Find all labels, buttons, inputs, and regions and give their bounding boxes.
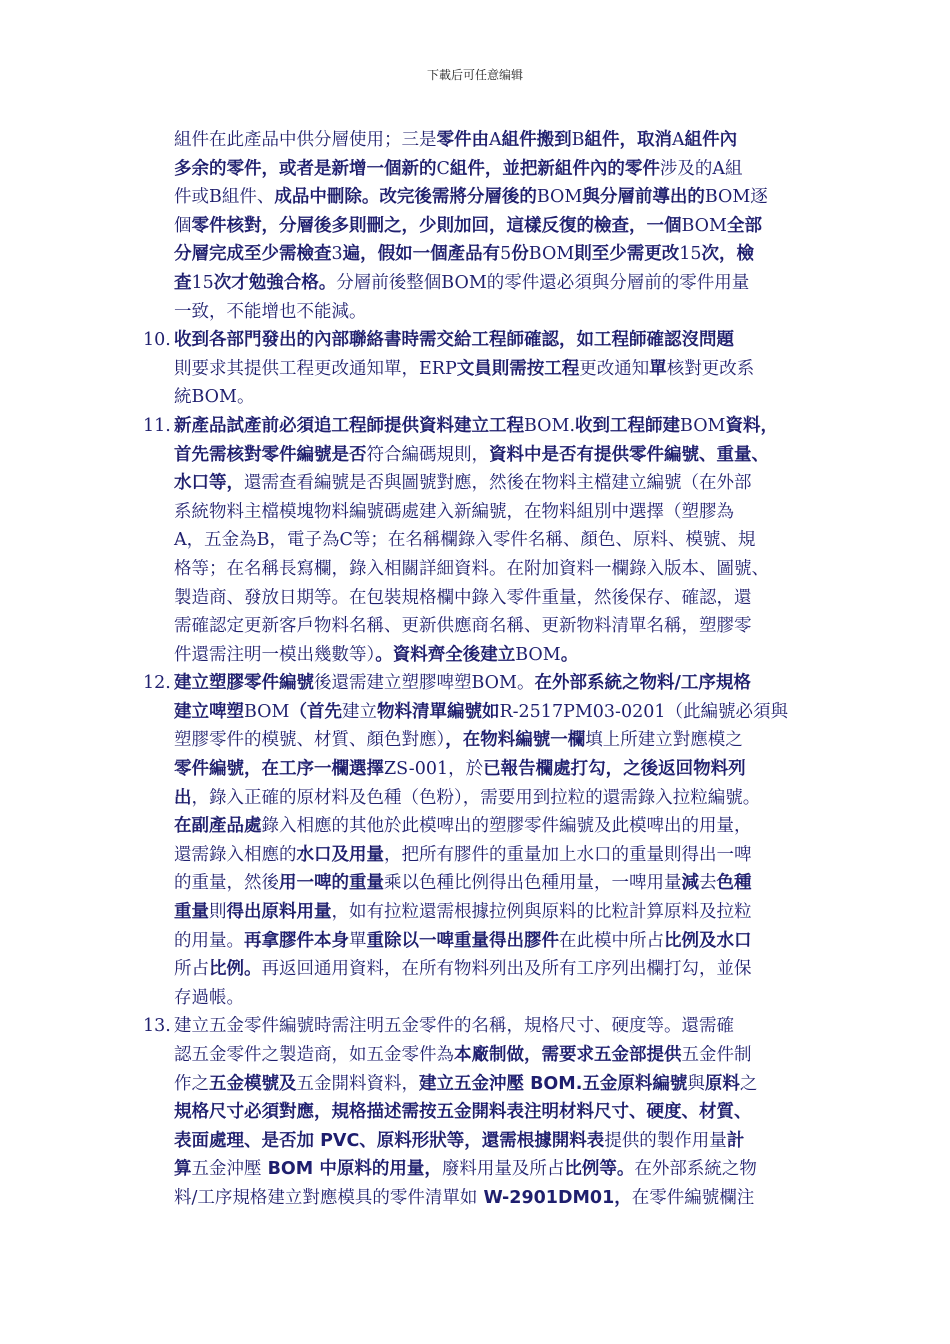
text-run: 收到各部門發出的內部聯絡書時需交給工程師確認，如工程師確認沒問題 — [174, 330, 734, 351]
text-run: 五金件制 — [681, 1045, 752, 1065]
text-run: 計 — [726, 1130, 745, 1151]
text-run: 建立塑膠零件編號 — [174, 673, 314, 694]
text-run: 更改通知 — [579, 358, 650, 379]
text-run: A — [712, 158, 726, 179]
text-line — [174, 1041, 823, 1070]
text-run: ，把所有膠件的重量加上水口的重量則得出一啤 — [384, 844, 752, 865]
text-line — [174, 355, 823, 384]
text-line — [174, 526, 823, 555]
text-run: 還需錄入相應的 — [174, 844, 297, 865]
text-line — [174, 641, 823, 670]
text-run: 單 — [649, 358, 667, 379]
text-run: 工序一欄選擇 — [279, 759, 384, 780]
text-run: 分層前後整個 — [336, 272, 442, 293]
text-line — [174, 984, 823, 1013]
text-run: 重量 — [174, 902, 209, 923]
text-run: 件或 — [174, 187, 209, 208]
text-line — [174, 555, 823, 584]
text-run: B — [571, 130, 585, 150]
text-run: 認五金零件之製造商，如五金零件為 — [174, 1045, 454, 1065]
text-run: 新產品試產前必須追工程師提供資料建立工程 — [174, 415, 524, 436]
item-number: 12. — [143, 673, 171, 694]
text-run: 零件由 — [436, 130, 489, 150]
text-run: 零件核對，分層後多則刪之，少則加回，這樣反復的檢查，一個 — [191, 215, 682, 236]
text-run: 已報告欄處打勾，之後返回物料列 — [483, 759, 746, 780]
text-run: 表面處理、是否加 PVC、原料形狀等，還需根據開料表 — [174, 1130, 605, 1151]
text-run: 色種 — [716, 873, 752, 894]
text-run: 資料， — [725, 415, 778, 436]
text-line — [174, 927, 823, 956]
text-run: 分層完成至少需檢查 — [174, 244, 332, 265]
text-run: 遍，假如一個產品有 — [342, 244, 501, 265]
text-run: 組件內 — [684, 130, 738, 150]
text-run: 份 — [511, 244, 529, 265]
text-run: 後還需建立塑膠啤塑 — [314, 673, 472, 694]
text-run: 比例等。 — [564, 1159, 635, 1180]
text-run: ZS-001，於 — [384, 759, 484, 780]
text-run: 規格尺寸必須對應，規格描述需按五金開料表注明材料尺寸、硬度、材質、 — [174, 1102, 752, 1123]
text-run: 符合編碼規則， — [366, 444, 489, 465]
text-run: 5 — [500, 244, 512, 265]
text-line — [174, 898, 823, 927]
text-run: ，在 — [445, 730, 481, 751]
text-run: 首先需核對零件編號是否 — [174, 444, 367, 465]
text-run: 在外部系統之物 — [634, 1159, 757, 1180]
text-run: 涉及的 — [659, 158, 713, 179]
text-run: 得出原料用量 — [226, 902, 332, 923]
page-header: 下載后可任意编辑 — [426, 68, 523, 82]
text-run: 在外部系統之物料/工序規格 — [534, 673, 751, 694]
text-run: 查 — [174, 272, 192, 293]
text-run: 水口等， — [174, 473, 244, 494]
text-run: 原料 — [704, 1073, 740, 1094]
text-run: BOM — [680, 415, 726, 436]
text-run: 料/工序規格建立對應模具的零件清單如 — [174, 1187, 478, 1208]
text-line — [174, 1155, 823, 1184]
text-line — [174, 155, 823, 184]
text-line — [174, 469, 823, 498]
text-run: 的重量，然後 — [174, 873, 279, 894]
text-run: 次，檢 — [701, 244, 755, 265]
text-run: 建立啤塑 — [174, 701, 244, 722]
text-run: BOM — [536, 187, 583, 208]
text-run: 資料中是否有提供零件編號、重量、 — [489, 444, 769, 465]
text-run: 組件，取消 — [584, 130, 673, 150]
text-run: C — [339, 530, 353, 551]
text-line — [174, 269, 823, 298]
text-run: 中原料的用量， — [319, 1159, 442, 1180]
text-run: 物料清單編號如 — [376, 701, 500, 722]
text-run: 核對更改系 — [666, 358, 755, 379]
text-line — [174, 298, 823, 327]
text-run: 提供的製作用量 — [604, 1130, 727, 1151]
text-run: 等；在名稱欄錄入零件名稱、顏色、原料、模號、規 — [352, 530, 756, 551]
text-run: 塑膠零件的模號、材質、顏色對應） — [174, 730, 446, 751]
text-run: 逐 — [750, 187, 768, 208]
text-run: 再拿 — [244, 930, 279, 951]
text-run: 水口及用量 — [296, 844, 384, 865]
text-run: A — [672, 130, 685, 150]
text-run: 要求 — [559, 1045, 594, 1065]
text-run: 則至少需更改 — [574, 244, 680, 265]
item-number: 11. — [143, 415, 171, 436]
text-run: 系統物料主檔模塊物料編號碼處建入新編號，在物料組別中選擇（塑膠為 — [174, 501, 734, 522]
text-line — [174, 1184, 823, 1213]
text-run: A — [489, 130, 502, 150]
text-run: 。資料齊全後建立 — [375, 644, 516, 665]
text-run: 個 — [174, 215, 192, 236]
text-run: B — [256, 530, 270, 551]
text-run: 件還需注明一模出幾數等） — [174, 644, 376, 665]
text-run: 。 — [560, 644, 579, 665]
text-run: B — [209, 187, 222, 208]
text-run: 組件搬到 — [501, 130, 572, 150]
text-run: 則 — [209, 902, 227, 923]
text-run: 存過帳。 — [174, 987, 244, 1008]
text-line — [174, 240, 823, 269]
text-run: 再返回通用資料，在所有物料列出及所有工序列出欄打勾，並保 — [261, 959, 752, 980]
text-run: 收到工程師建 — [575, 415, 681, 436]
text-run: 在此模中所占 — [559, 930, 664, 951]
text-line — [174, 326, 823, 355]
text-line — [174, 584, 823, 613]
text-run: 五金沖壓 — [191, 1159, 262, 1180]
text-line — [174, 212, 823, 241]
text-run: 零件編號，在 — [174, 759, 279, 780]
text-line — [174, 784, 823, 813]
text-run: 本廠制做，需 — [454, 1045, 559, 1065]
text-line — [174, 441, 823, 470]
text-run: 一致，不能增也不能減。 — [174, 301, 367, 322]
text-run: ，如有拉粒還需根據拉例與原料的比粒計算原料及拉粒 — [331, 902, 752, 923]
text-run: BOM — [704, 187, 751, 208]
text-run: 五金開料資料， — [296, 1073, 419, 1094]
document-body — [143, 126, 823, 1213]
text-run: BOM. — [524, 415, 576, 436]
text-run: 的用量。 — [174, 930, 244, 951]
text-line — [174, 126, 823, 155]
text-run: 次才勉強合格。 — [213, 272, 337, 293]
text-run: 建立 — [341, 701, 377, 722]
text-line — [174, 383, 823, 412]
text-run: 需確認定更新客戶物料名稱、更新供應商名稱、更新物料清單名稱，塑膠零 — [174, 616, 752, 637]
text-line — [174, 698, 823, 727]
text-run: 15 — [679, 244, 702, 265]
text-run: 格等；在名稱長寫欄，錄入相關詳細資料。在附加資料一欄錄入版本、圖號、 — [174, 558, 769, 579]
text-run: 填上所建立對應模之 — [585, 730, 743, 751]
numbered-item — [143, 1012, 823, 1212]
text-run: ERP — [419, 358, 457, 379]
text-run: 建立五金零件編號時需注明五金零件的名稱，規格尺寸、硬度等。還需確 — [174, 1016, 734, 1037]
text-run: 文員則需按工程 — [456, 358, 580, 379]
text-line — [174, 841, 823, 870]
item-number: 10. — [143, 330, 171, 351]
text-line — [174, 1012, 823, 1041]
text-run: 廢料用量及所占 — [441, 1159, 565, 1180]
text-run: 減 — [681, 873, 699, 894]
text-run: 組件，並把新組件內的零件 — [449, 158, 660, 179]
text-run: 多余的零件，或者是新增一個新的 — [174, 158, 437, 179]
text-run: 膠件本身 — [279, 930, 349, 951]
text-run: 。 — [516, 673, 535, 694]
text-run: 物料編號一欄 — [480, 730, 586, 751]
text-run: 乘以色種比例得出色種用量，一啤用量 — [384, 873, 682, 894]
numbered-item — [143, 669, 823, 1012]
text-run: BOM — [528, 244, 575, 265]
text-line — [174, 1127, 823, 1156]
text-line — [174, 183, 823, 212]
text-line — [174, 669, 823, 698]
text-line — [174, 869, 823, 898]
text-run: 全部 — [726, 215, 762, 236]
text-line — [174, 1098, 823, 1127]
text-line — [174, 1070, 823, 1099]
text-run: ，錄入正確的原材料及色種（色粉），需要用到拉粒的還需錄入拉粒編號。 — [191, 787, 761, 808]
text-line — [174, 412, 823, 441]
text-line — [174, 498, 823, 527]
text-run: 作之 — [174, 1073, 209, 1094]
numbered-item — [143, 412, 823, 669]
text-run: 在零件編號欄注 — [631, 1187, 755, 1208]
paragraph — [143, 126, 823, 326]
text-run: 算 — [174, 1159, 192, 1180]
text-run: 3 — [331, 244, 343, 265]
item-number: 13. — [143, 1016, 171, 1037]
text-line — [174, 755, 823, 784]
text-run: 在副產品處 — [174, 816, 262, 837]
text-run: 之 — [739, 1073, 758, 1094]
text-run: 五金模號及 — [209, 1073, 297, 1094]
text-run: W-2901DM01， — [477, 1187, 632, 1208]
text-run: BOM — [681, 215, 727, 236]
text-run: C — [436, 158, 450, 179]
text-line — [174, 612, 823, 641]
text-run: 錄入相應的其他於此模啤出的塑膠零件編號及此模啤出的用量， — [261, 816, 752, 837]
text-run: 。 — [236, 387, 255, 408]
text-run: 還需查看編號是否與圖號對應，然後在物料主檔建立編號（在外部 — [244, 473, 752, 494]
text-run: 則要求其提供工程更改通知單， — [174, 358, 419, 379]
text-run: BOM — [515, 644, 561, 665]
text-line — [174, 812, 823, 841]
text-run: 與 — [687, 1073, 705, 1094]
text-run: 重除以一啤重量得出膠件 — [366, 930, 559, 951]
text-run: 成品中刪除。改完後需將分層後的 — [274, 187, 537, 208]
text-run: 組 — [725, 158, 743, 179]
text-run: BOM — [191, 387, 237, 408]
numbered-item — [143, 326, 823, 412]
text-run: 建立五金沖壓 BOM.五金原料編號 — [419, 1073, 688, 1094]
text-run: 統 — [174, 387, 192, 408]
text-line — [174, 955, 823, 984]
text-run: 15 — [191, 272, 214, 293]
text-run: A，五金為 — [174, 530, 257, 551]
text-run: 與分層前導出的 — [582, 187, 705, 208]
text-run: 五金部提供 — [594, 1045, 682, 1065]
text-run: 出 — [174, 787, 192, 808]
text-run: 的零件還必須與分層前的零件用量 — [486, 272, 750, 293]
text-run: 組件在此產品中供分層使用；三是 — [174, 130, 437, 150]
text-run: 比例。 — [209, 959, 262, 980]
text-run: R-2517PM03-0201（此編號必須與 — [499, 701, 788, 722]
text-run: 單 — [349, 930, 367, 951]
text-run: 用一啤的重量 — [279, 873, 384, 894]
text-run: BOM — [471, 673, 517, 694]
text-run: BOM — [441, 272, 487, 293]
text-run: 所占 — [174, 959, 209, 980]
text-line — [174, 726, 823, 755]
text-run: （首先 — [289, 701, 342, 722]
text-run: ，電子為 — [269, 530, 340, 551]
text-run: 組件、 — [221, 187, 275, 208]
text-run: 比例及水口 — [664, 930, 752, 951]
text-run: 去 — [699, 873, 717, 894]
text-run: BOM — [261, 1159, 320, 1180]
text-run: 製造商、發放日期等。在包裝規格欄中錄入零件重量，然後保存、確認，還 — [174, 587, 752, 608]
text-run: BOM — [244, 701, 290, 722]
